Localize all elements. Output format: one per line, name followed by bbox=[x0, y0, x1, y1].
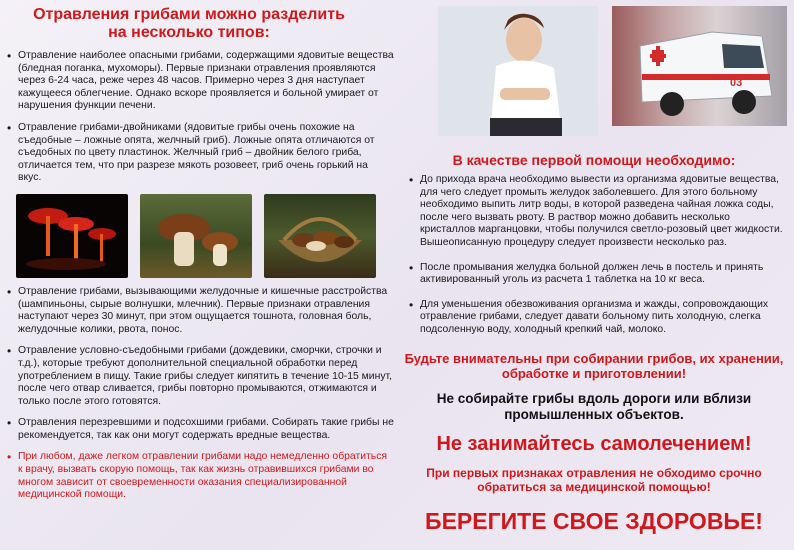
top-photos bbox=[438, 6, 788, 136]
red-mushrooms-photo bbox=[16, 194, 128, 278]
seek-help-warning: При первых признаках отравления не обходимо срочно обратиться за медицинской помощью! bbox=[426, 465, 762, 494]
first-aid-list bbox=[408, 174, 788, 337]
ambulance-photo bbox=[612, 6, 787, 126]
left-list-bottom bbox=[6, 286, 394, 502]
list-item: • Для уменьшения обезвоживания организма и жажды, сопровождающих отравление грибами, следует давати больному пить холодную, слегка подсоленную воду, холодный крепкий чай, молоко. bbox=[408, 299, 788, 337]
list-item: • Отравление условно-съедобными грибами (дождевики, сморчки, строчки и т.д.), которые требуют дополнительной специальной обработки перед употреблением в пищу. Такие грибы следует кипятить в течение 10-15 минут, после чего отвар сливается, грибы повторно промываются, отжимаются и только после этого готовятся. bbox=[6, 345, 394, 408]
right-column bbox=[400, 6, 788, 535]
list-item: • Отравления перезревшими и подсохшими грибами. Собирать такие грибы не рекомендуется, так как они могут содержать вредные вещества. bbox=[6, 417, 394, 442]
left-column bbox=[6, 6, 394, 511]
list-item: • Отравление грибами, вызывающими желудочные и кишечные расстройства (шампиньоны, сырые волнушки, млечник). Первые признаки отравления наступают через 30 минут, при этом ощущается тошнота, головная боль, желудочные колики, рвота, понос. bbox=[6, 286, 394, 336]
list-item: • Отравление наиболее опасными грибами, содержащими ядовитые вещества (бледная поганка, мухоморы). Первые признаки отравления проявляются через 6-24 часа, реже через 48 часов. Примерно через 3 дня наступает кажущееся облегчение. Однако вскоре проявляется и больной умирает от нарушения функции печени. bbox=[6, 50, 394, 113]
left-title: Отравления грибами можно разделить на несколько типов: bbox=[33, 6, 345, 41]
list-item: • После промывания желудка больной должен лечь в постель и принять активированный уголь из расчета 1 таблетка на 10 кг веса. bbox=[408, 262, 788, 287]
roadside-warning: Не собирайте грибы вдоль дороги или вблизи промышленных объектов. bbox=[436, 390, 752, 422]
porcini-mushrooms-photo bbox=[140, 194, 252, 278]
ambulance-number: 03 bbox=[730, 77, 743, 89]
urgent-list-item: • При любом, даже легком отравлении грибами надо немедленно обратиться к врачу, вызвать скорую помощь, так как жизнь отравившихся грибами во многом зависит от своевременности оказания специализированной медицинской помощи. bbox=[6, 451, 394, 501]
mushroom-photos bbox=[16, 194, 394, 278]
list-item: • Отравление грибами-двойниками (ядовитые грибы очень похожие на съедобные – ложные опята, желчный гриб). Ложные опята отличаются от съедобных по цвету пластинок. Желчный гриб – двойник белого гриба, отличается тем, что при разрезе мякоть розовеет, гриб очень горький на вкус. bbox=[6, 122, 394, 185]
health-slogan: БЕРЕГИТЕ СВОЕ ЗДОРОВЬЕ! bbox=[425, 507, 763, 534]
left-list-top bbox=[6, 50, 394, 185]
sick-woman-photo bbox=[438, 6, 598, 136]
mushroom-basket-photo bbox=[264, 194, 376, 278]
list-item: • До прихода врача необходимо вывести из организма ядовитые вещества, для чего следует промыть желудок заболевшего. Для этого больному необходимо выпить литр воды, в которой разведена чайная ложка соды, после чего вызвать рвоту. В раствор можно добавить несколько кристаллов марганцовки, чтобы получился светло-розовый цвет жидкости. Вышеописанную процедуру следует произвести несколько раз. bbox=[408, 174, 788, 250]
careful-warning: Будьте внимательны при собирании грибов, их хранении, обработке и приготовлении! bbox=[404, 350, 784, 381]
self-treatment-warning: Не занимайтесь самолечением! bbox=[436, 432, 752, 455]
first-aid-title: В качестве первой помощи необходимо: bbox=[452, 152, 736, 168]
